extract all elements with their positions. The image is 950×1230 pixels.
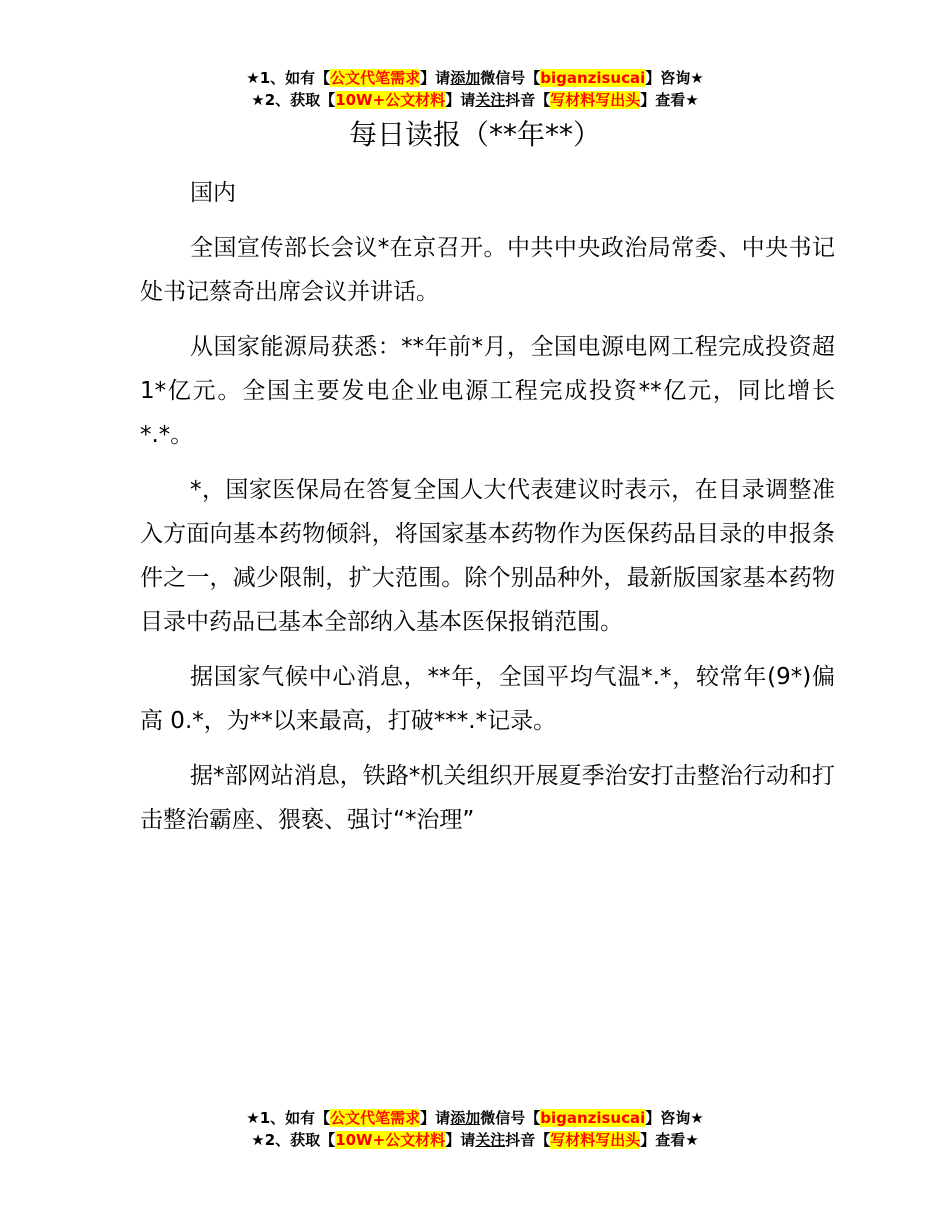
banner-text: 抖音【 [505,1131,551,1149]
underlined-follow: 关注 [475,91,506,109]
highlight-douyin-account: 写材料写出头 [550,91,641,109]
banner-text: 抖音【 [505,91,551,109]
banner-line-1 [0,67,950,89]
paragraph-5: 据*部网站消息，铁路*机关组织开展夏季治安打击整治行动和打击整治霸座、猥亵、强讨“*治理” [140,763,835,833]
banner-text: 】请 [420,1109,451,1127]
banner-text: 】查看★ [640,91,699,109]
document-title: 每日读报（**年**） [348,118,601,151]
highlight-douyin-account: 写材料写出头 [550,1131,641,1149]
paragraph-2: 从国家能源局获悉：**年前*月，全国电源电网工程完成投资超 1*亿元。全国主要发电企业电源工程完成投资**亿元，同比增长*.*。 [140,334,835,448]
paragraph-3: *，国家医保局在答复全国人大代表建议时表示，在目录调整准入方面向基本药物倾斜，将国家基本药物作为医保药品目录的申报条件之一，减少限制，扩大范围。除个别品种外，最新版国家基本药物目录中药品已基本全部纳入基本医保报销范围。 [140,477,835,635]
highlight-wechat-id: biganzisucai [540,69,646,87]
banner-line-2 [0,89,950,111]
banner-text: 】查看★ [640,1131,699,1149]
header-banner [0,67,950,111]
banner-text: 】咨询★ [645,1109,704,1127]
banner-text: 】请 [420,69,451,87]
banner-text: ★1、如有【 [246,69,331,87]
highlight-ghostwriting: 公文代笔需求 [330,69,421,87]
highlight-wechat-id: biganzisucai [540,1109,646,1127]
banner-line-1 [0,1107,950,1129]
banner-text: ★1、如有【 [246,1109,331,1127]
banner-text: ★2、获取【 [251,1131,336,1149]
banner-text: 】请 [445,1131,476,1149]
banner-text: 】咨询★ [645,69,704,87]
underlined-add: 添加 [450,69,481,87]
underlined-follow: 关注 [475,1131,506,1149]
paragraph-4: 据国家气候中心消息，**年，全国平均气温*.*，较常年(9*)偏高 0.*，为**以来最高，打破***.*记录。 [140,664,835,734]
highlight-materials: 10W+公文材料 [335,1131,446,1149]
banner-text: ★2、获取【 [251,91,336,109]
banner-text: 微信号【 [480,69,541,87]
document-body [140,171,835,853]
section-heading-domestic: 国内 [190,180,236,206]
underlined-add: 添加 [450,1109,481,1127]
highlight-ghostwriting: 公文代笔需求 [330,1109,421,1127]
banner-text: 】请 [445,91,476,109]
banner-line-2 [0,1129,950,1151]
footer-banner [0,1107,950,1151]
banner-text: 微信号【 [480,1109,541,1127]
highlight-materials: 10W+公文材料 [335,91,446,109]
paragraph-1: 全国宣传部长会议*在京召开。中共中央政治局常委、中央书记处书记蔡奇出席会议并讲话。 [140,235,835,305]
